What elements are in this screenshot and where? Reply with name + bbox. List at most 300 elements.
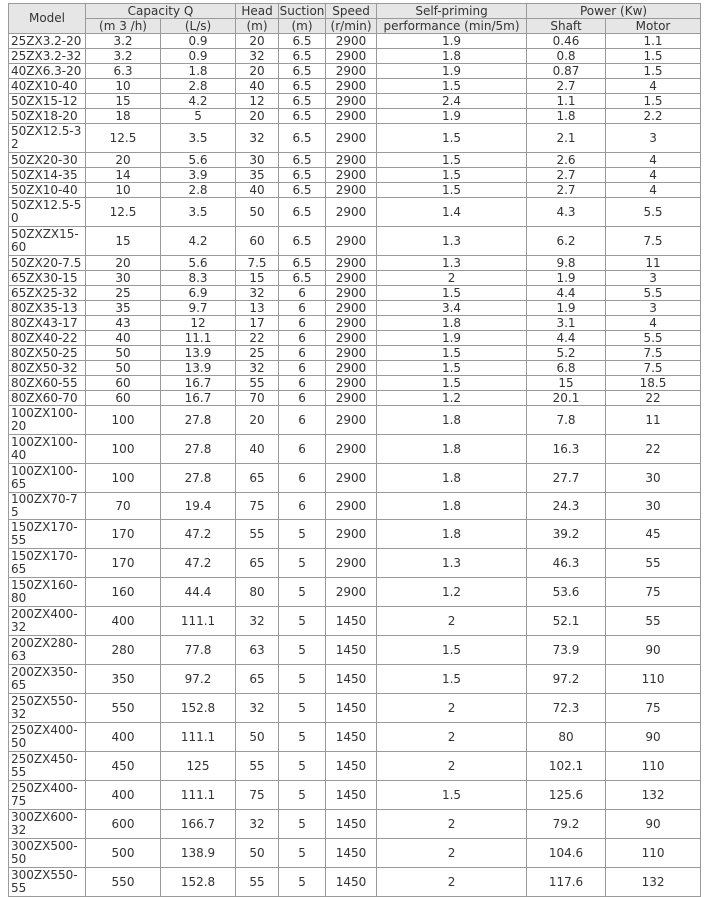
spec-table-container	[8, 3, 701, 897]
table-row	[9, 636, 701, 665]
cell-motor-power: 90	[606, 723, 701, 752]
cell-capacity-ls: 27.8	[161, 406, 236, 435]
cell-suction: 5	[279, 665, 326, 694]
cell-shaft-power: 6.2	[527, 227, 606, 256]
cell-capacity-ls: 0.9	[161, 49, 236, 64]
cell-suction: 6.5	[279, 109, 326, 124]
cell-head: 13	[236, 301, 279, 316]
cell-self-priming: 1.5	[377, 376, 527, 391]
table-row	[9, 493, 701, 520]
cell-capacity-ls: 16.7	[161, 376, 236, 391]
cell-motor-power: 75	[606, 694, 701, 723]
cell-suction: 6.5	[279, 49, 326, 64]
cell-self-priming: 2.4	[377, 94, 527, 109]
cell-speed: 2900	[326, 94, 377, 109]
cell-head: 40	[236, 79, 279, 94]
cell-head: 22	[236, 331, 279, 346]
cell-capacity-ls: 3.5	[161, 124, 236, 153]
cell-shaft-power: 24.3	[527, 493, 606, 520]
cell-suction: 6	[279, 301, 326, 316]
cell-speed: 2900	[326, 578, 377, 607]
cell-head: 20	[236, 406, 279, 435]
cell-capacity-m3h: 60	[86, 376, 161, 391]
cell-shaft-power: 1.8	[527, 109, 606, 124]
cell-model: 150ZX160-80	[9, 578, 86, 607]
cell-suction: 5	[279, 578, 326, 607]
cell-suction: 6.5	[279, 183, 326, 198]
cell-capacity-m3h: 20	[86, 256, 161, 271]
cell-head: 32	[236, 810, 279, 839]
cell-model: 40ZX10-40	[9, 79, 86, 94]
cell-model: 50ZX10-40	[9, 183, 86, 198]
cell-capacity-ls: 13.9	[161, 346, 236, 361]
cell-motor-power: 4	[606, 168, 701, 183]
cell-self-priming: 1.5	[377, 665, 527, 694]
cell-model: 200ZX280-63	[9, 636, 86, 665]
cell-capacity-m3h: 280	[86, 636, 161, 665]
cell-self-priming: 2	[377, 752, 527, 781]
cell-capacity-ls: 125	[161, 752, 236, 781]
cell-capacity-m3h: 350	[86, 665, 161, 694]
cell-shaft-power: 2.7	[527, 79, 606, 94]
cell-model: 50ZX20-30	[9, 153, 86, 168]
cell-suction: 6.5	[279, 34, 326, 49]
cell-suction: 6.5	[279, 153, 326, 168]
cell-shaft-power: 0.8	[527, 49, 606, 64]
table-row	[9, 256, 701, 271]
cell-head: 32	[236, 286, 279, 301]
cell-shaft-power: 102.1	[527, 752, 606, 781]
cell-model: 25ZX3.2-32	[9, 49, 86, 64]
cell-capacity-m3h: 3.2	[86, 49, 161, 64]
cell-capacity-m3h: 450	[86, 752, 161, 781]
table-row	[9, 109, 701, 124]
table-row	[9, 301, 701, 316]
cell-capacity-ls: 8.3	[161, 271, 236, 286]
cell-suction: 6.5	[279, 256, 326, 271]
cell-self-priming: 2	[377, 839, 527, 868]
cell-capacity-m3h: 20	[86, 153, 161, 168]
cell-head: 65	[236, 665, 279, 694]
cell-model: 80ZX35-13	[9, 301, 86, 316]
cell-motor-power: 7.5	[606, 227, 701, 256]
cell-capacity-ls: 5.6	[161, 256, 236, 271]
cell-model: 80ZX50-32	[9, 361, 86, 376]
cell-capacity-m3h: 400	[86, 723, 161, 752]
cell-shaft-power: 125.6	[527, 781, 606, 810]
cell-suction: 5	[279, 723, 326, 752]
cell-self-priming: 1.3	[377, 227, 527, 256]
cell-model: 100ZX100-65	[9, 464, 86, 493]
cell-capacity-ls: 111.1	[161, 723, 236, 752]
cell-capacity-ls: 3.9	[161, 168, 236, 183]
header-model: Model	[9, 4, 86, 34]
cell-capacity-m3h: 160	[86, 578, 161, 607]
cell-suction: 6.5	[279, 198, 326, 227]
cell-suction: 5	[279, 520, 326, 549]
cell-suction: 5	[279, 868, 326, 897]
cell-shaft-power: 4.3	[527, 198, 606, 227]
cell-capacity-m3h: 25	[86, 286, 161, 301]
cell-shaft-power: 15	[527, 376, 606, 391]
cell-suction: 5	[279, 781, 326, 810]
cell-speed: 2900	[326, 316, 377, 331]
cell-capacity-ls: 19.4	[161, 493, 236, 520]
header-speed: Speed	[326, 4, 377, 19]
cell-model: 50ZXZX15-60	[9, 227, 86, 256]
cell-self-priming: 3.4	[377, 301, 527, 316]
cell-speed: 2900	[326, 361, 377, 376]
cell-shaft-power: 4.4	[527, 286, 606, 301]
cell-head: 55	[236, 376, 279, 391]
cell-speed: 2900	[326, 198, 377, 227]
cell-motor-power: 5.5	[606, 198, 701, 227]
table-row	[9, 665, 701, 694]
cell-motor-power: 5.5	[606, 286, 701, 301]
cell-suction: 6.5	[279, 94, 326, 109]
cell-shaft-power: 39.2	[527, 520, 606, 549]
cell-suction: 6	[279, 316, 326, 331]
cell-speed: 1450	[326, 665, 377, 694]
cell-head: 20	[236, 64, 279, 79]
cell-motor-power: 2.2	[606, 109, 701, 124]
cell-capacity-ls: 4.2	[161, 94, 236, 109]
cell-model: 200ZX400-32	[9, 607, 86, 636]
cell-speed: 2900	[326, 376, 377, 391]
cell-shaft-power: 79.2	[527, 810, 606, 839]
cell-suction: 6.5	[279, 79, 326, 94]
cell-shaft-power: 2.6	[527, 153, 606, 168]
header-self-priming-unit: performance (min/5m)	[377, 19, 527, 34]
cell-suction: 5	[279, 607, 326, 636]
cell-self-priming: 2	[377, 607, 527, 636]
table-row	[9, 868, 701, 897]
cell-model: 300ZX600-32	[9, 810, 86, 839]
header-capacity-ls: (L/s)	[161, 19, 236, 34]
cell-shaft-power: 20.1	[527, 391, 606, 406]
cell-speed: 2900	[326, 256, 377, 271]
cell-self-priming: 1.5	[377, 79, 527, 94]
table-body	[9, 34, 701, 897]
cell-head: 55	[236, 520, 279, 549]
cell-self-priming: 2	[377, 810, 527, 839]
cell-capacity-ls: 3.5	[161, 198, 236, 227]
cell-head: 30	[236, 153, 279, 168]
cell-capacity-ls: 27.8	[161, 464, 236, 493]
cell-motor-power: 4	[606, 183, 701, 198]
cell-motor-power: 30	[606, 464, 701, 493]
table-row	[9, 839, 701, 868]
cell-capacity-ls: 0.9	[161, 34, 236, 49]
cell-capacity-m3h: 60	[86, 391, 161, 406]
cell-model: 300ZX500-50	[9, 839, 86, 868]
cell-motor-power: 5.5	[606, 331, 701, 346]
cell-speed: 2900	[326, 49, 377, 64]
cell-suction: 6.5	[279, 168, 326, 183]
cell-self-priming: 2	[377, 694, 527, 723]
cell-speed: 2900	[326, 79, 377, 94]
cell-motor-power: 4	[606, 153, 701, 168]
cell-speed: 2900	[326, 493, 377, 520]
cell-capacity-ls: 9.7	[161, 301, 236, 316]
cell-motor-power: 75	[606, 578, 701, 607]
cell-model: 65ZX30-15	[9, 271, 86, 286]
cell-self-priming: 1.3	[377, 256, 527, 271]
cell-head: 40	[236, 435, 279, 464]
cell-model: 50ZX12.5-32	[9, 124, 86, 153]
cell-model: 50ZX20-7.5	[9, 256, 86, 271]
cell-capacity-ls: 1.8	[161, 64, 236, 79]
header-suction: Suction	[279, 3, 325, 18]
cell-self-priming: 1.5	[377, 781, 527, 810]
cell-suction: 5	[279, 752, 326, 781]
table-row	[9, 271, 701, 286]
cell-motor-power: 11	[606, 406, 701, 435]
cell-model: 50ZX18-20	[9, 109, 86, 124]
cell-shaft-power: 2.7	[527, 183, 606, 198]
cell-shaft-power: 6.8	[527, 361, 606, 376]
cell-motor-power: 30	[606, 493, 701, 520]
cell-capacity-m3h: 550	[86, 868, 161, 897]
cell-suction: 6	[279, 391, 326, 406]
cell-capacity-ls: 47.2	[161, 520, 236, 549]
cell-speed: 1450	[326, 694, 377, 723]
cell-suction: 6	[279, 361, 326, 376]
table-row	[9, 781, 701, 810]
cell-motor-power: 110	[606, 665, 701, 694]
cell-capacity-ls: 11.1	[161, 331, 236, 346]
cell-capacity-ls: 111.1	[161, 607, 236, 636]
cell-shaft-power: 52.1	[527, 607, 606, 636]
cell-motor-power: 90	[606, 810, 701, 839]
cell-model: 300ZX550-55	[9, 868, 86, 897]
cell-model: 50ZX12.5-50	[9, 198, 86, 227]
cell-capacity-m3h: 43	[86, 316, 161, 331]
cell-capacity-ls: 13.9	[161, 361, 236, 376]
cell-head: 17	[236, 316, 279, 331]
cell-self-priming: 1.5	[377, 636, 527, 665]
cell-speed: 1450	[326, 723, 377, 752]
cell-shaft-power: 16.3	[527, 435, 606, 464]
cell-self-priming: 1.8	[377, 49, 527, 64]
cell-motor-power: 22	[606, 391, 701, 406]
cell-speed: 2900	[326, 346, 377, 361]
cell-shaft-power: 5.2	[527, 346, 606, 361]
cell-model: 200ZX350-65	[9, 665, 86, 694]
cell-model: 80ZX43-17	[9, 316, 86, 331]
cell-model: 100ZX100-20	[9, 406, 86, 435]
cell-suction: 6	[279, 286, 326, 301]
cell-model: 50ZX14-35	[9, 168, 86, 183]
table-row	[9, 286, 701, 301]
cell-speed: 2900	[326, 153, 377, 168]
cell-self-priming: 1.5	[377, 153, 527, 168]
cell-motor-power: 18.5	[606, 376, 701, 391]
cell-speed: 2900	[326, 168, 377, 183]
header-head-unit: (m)	[236, 19, 279, 34]
cell-shaft-power: 2.1	[527, 124, 606, 153]
cell-motor-power: 3	[606, 124, 701, 153]
cell-head: 25	[236, 346, 279, 361]
table-row	[9, 549, 701, 578]
cell-head: 20	[236, 109, 279, 124]
cell-capacity-ls: 44.4	[161, 578, 236, 607]
cell-speed: 2900	[326, 301, 377, 316]
cell-shaft-power: 0.46	[527, 34, 606, 49]
cell-speed: 2900	[326, 391, 377, 406]
cell-head: 75	[236, 493, 279, 520]
cell-head: 80	[236, 578, 279, 607]
cell-suction: 6	[279, 331, 326, 346]
cell-capacity-m3h: 35	[86, 301, 161, 316]
cell-shaft-power: 117.6	[527, 868, 606, 897]
cell-capacity-ls: 77.8	[161, 636, 236, 665]
cell-self-priming: 1.3	[377, 549, 527, 578]
cell-speed: 2900	[326, 227, 377, 256]
cell-capacity-ls: 152.8	[161, 868, 236, 897]
cell-capacity-m3h: 30	[86, 271, 161, 286]
cell-capacity-m3h: 170	[86, 520, 161, 549]
cell-speed: 2900	[326, 520, 377, 549]
table-row	[9, 316, 701, 331]
cell-suction: 6	[279, 493, 326, 520]
cell-capacity-ls: 6.9	[161, 286, 236, 301]
cell-shaft-power: 1.9	[527, 271, 606, 286]
table-row	[9, 49, 701, 64]
cell-capacity-m3h: 15	[86, 94, 161, 109]
cell-head: 50	[236, 839, 279, 868]
cell-capacity-m3h: 550	[86, 694, 161, 723]
cell-model: 80ZX50-25	[9, 346, 86, 361]
cell-shaft-power: 104.6	[527, 839, 606, 868]
cell-speed: 1450	[326, 868, 377, 897]
cell-self-priming: 1.5	[377, 361, 527, 376]
cell-shaft-power: 7.8	[527, 406, 606, 435]
cell-shaft-power: 80	[527, 723, 606, 752]
header-capacity: Capacity Q	[86, 4, 236, 19]
cell-speed: 2900	[326, 64, 377, 79]
cell-speed: 2900	[326, 34, 377, 49]
cell-capacity-m3h: 50	[86, 346, 161, 361]
cell-model: 250ZX400-75	[9, 781, 86, 810]
table-row	[9, 406, 701, 435]
cell-capacity-ls: 2.8	[161, 79, 236, 94]
cell-capacity-ls: 152.8	[161, 694, 236, 723]
cell-speed: 2900	[326, 435, 377, 464]
cell-self-priming: 1.8	[377, 493, 527, 520]
cell-capacity-ls: 16.7	[161, 391, 236, 406]
table-row	[9, 94, 701, 109]
cell-capacity-m3h: 10	[86, 79, 161, 94]
cell-motor-power: 45	[606, 520, 701, 549]
cell-motor-power: 55	[606, 549, 701, 578]
cell-head: 35	[236, 168, 279, 183]
cell-capacity-ls: 4.2	[161, 227, 236, 256]
cell-shaft-power: 0.87	[527, 64, 606, 79]
cell-head: 75	[236, 781, 279, 810]
cell-speed: 2900	[326, 406, 377, 435]
table-row	[9, 520, 701, 549]
cell-capacity-ls: 138.9	[161, 839, 236, 868]
table-row	[9, 361, 701, 376]
cell-capacity-ls: 111.1	[161, 781, 236, 810]
cell-motor-power: 11	[606, 256, 701, 271]
cell-speed: 1450	[326, 810, 377, 839]
table-row	[9, 183, 701, 198]
table-row	[9, 578, 701, 607]
cell-head: 32	[236, 607, 279, 636]
cell-self-priming: 1.9	[377, 109, 527, 124]
cell-model: 100ZX100-40	[9, 435, 86, 464]
cell-motor-power: 1.5	[606, 64, 701, 79]
cell-head: 55	[236, 868, 279, 897]
cell-suction: 6	[279, 435, 326, 464]
cell-suction: 5	[279, 549, 326, 578]
table-row	[9, 346, 701, 361]
cell-motor-power: 1.1	[606, 34, 701, 49]
cell-self-priming: 1.8	[377, 520, 527, 549]
cell-capacity-m3h: 100	[86, 406, 161, 435]
cell-self-priming: 1.9	[377, 331, 527, 346]
cell-suction: 5	[279, 839, 326, 868]
cell-capacity-m3h: 3.2	[86, 34, 161, 49]
cell-head: 32	[236, 694, 279, 723]
table-row	[9, 79, 701, 94]
cell-head: 32	[236, 124, 279, 153]
cell-shaft-power: 72.3	[527, 694, 606, 723]
cell-capacity-m3h: 100	[86, 464, 161, 493]
cell-self-priming: 1.5	[377, 124, 527, 153]
cell-shaft-power: 1.9	[527, 301, 606, 316]
cell-model: 100ZX70-75	[9, 493, 86, 520]
header-speed-unit: (r/min)	[326, 19, 377, 34]
cell-suction: 6	[279, 406, 326, 435]
table-row	[9, 752, 701, 781]
cell-shaft-power: 9.8	[527, 256, 606, 271]
cell-capacity-m3h: 100	[86, 435, 161, 464]
cell-motor-power: 3	[606, 301, 701, 316]
cell-head: 15	[236, 271, 279, 286]
cell-model: 150ZX170-55	[9, 520, 86, 549]
cell-suction: 6.5	[279, 227, 326, 256]
cell-self-priming: 1.5	[377, 183, 527, 198]
cell-head: 12	[236, 94, 279, 109]
cell-self-priming: 1.9	[377, 64, 527, 79]
cell-speed: 2900	[326, 124, 377, 153]
cell-model: 40ZX6.3-20	[9, 64, 86, 79]
cell-speed: 1450	[326, 607, 377, 636]
cell-head: 40	[236, 183, 279, 198]
cell-model: 150ZX170-65	[9, 549, 86, 578]
table-row	[9, 227, 701, 256]
table-row	[9, 168, 701, 183]
cell-self-priming: 1.8	[377, 316, 527, 331]
cell-capacity-m3h: 14	[86, 168, 161, 183]
cell-capacity-m3h: 18	[86, 109, 161, 124]
cell-model: 80ZX40-22	[9, 331, 86, 346]
cell-capacity-m3h: 70	[86, 493, 161, 520]
cell-speed: 1450	[326, 636, 377, 665]
cell-motor-power: 7.5	[606, 346, 701, 361]
cell-shaft-power: 27.7	[527, 464, 606, 493]
cell-suction: 6.5	[279, 124, 326, 153]
table-row	[9, 376, 701, 391]
cell-shaft-power: 3.1	[527, 316, 606, 331]
cell-capacity-m3h: 400	[86, 781, 161, 810]
cell-model: 80ZX60-55	[9, 376, 86, 391]
cell-speed: 2900	[326, 464, 377, 493]
cell-capacity-ls: 166.7	[161, 810, 236, 839]
